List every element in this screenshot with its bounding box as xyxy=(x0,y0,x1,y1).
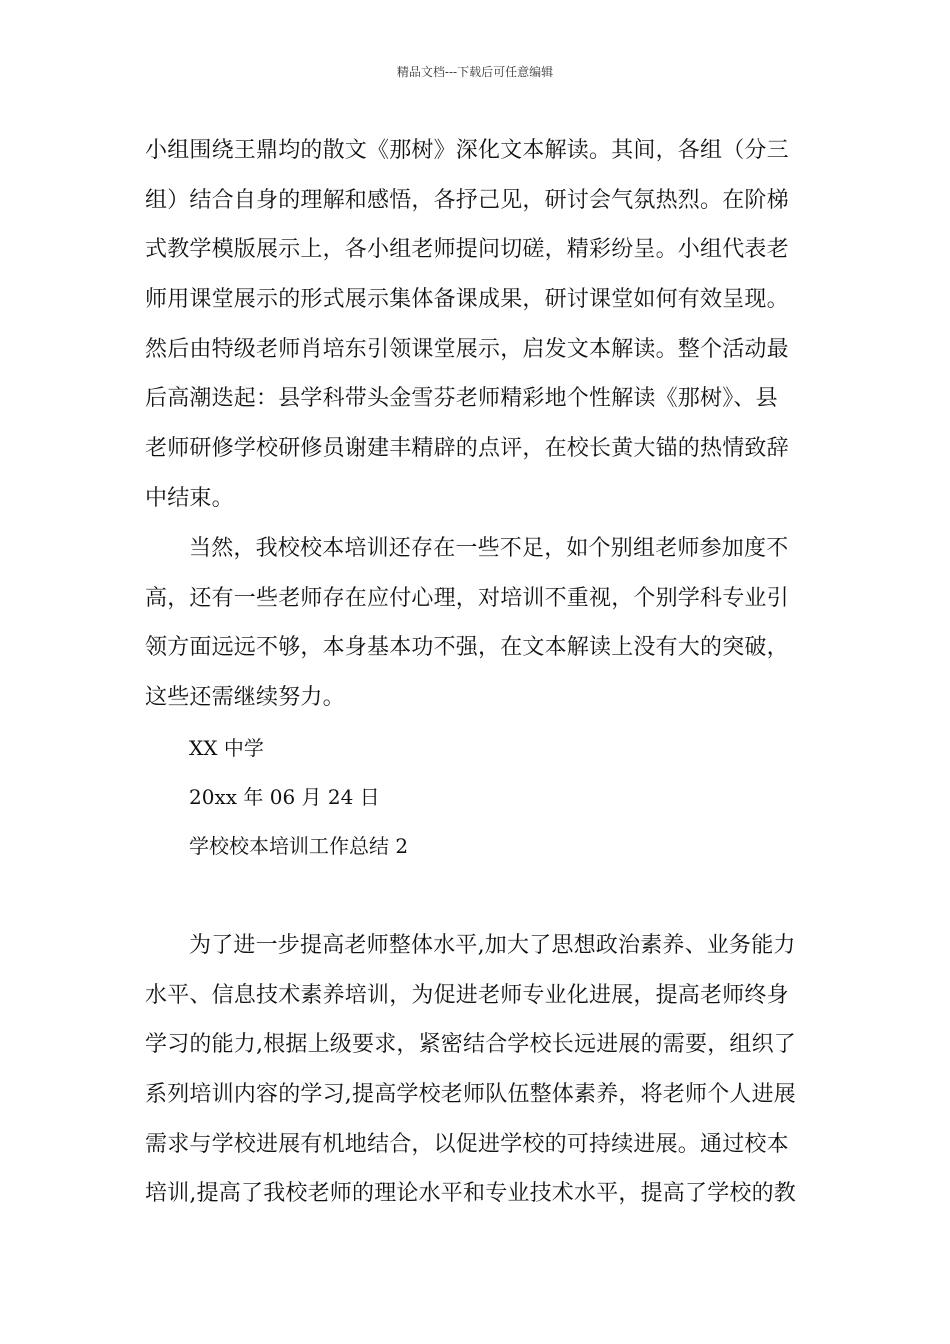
text-line: 高，还有一些老师存在应付心理，对培训不重视，个别学科专业引 xyxy=(145,585,789,611)
text-line: 后高潮迭起：县学科带头金雪芬老师精彩地个性解读《那树》、县 xyxy=(145,386,778,412)
section-title: 学校校本培训工作总结 2 xyxy=(189,834,409,858)
text-line: 式教学模版展示上，各小组老师提问切磋，精彩纷呈。小组代表老 xyxy=(145,237,789,263)
text-line: 为了进一步提高老师整体水平,加大了思想政治素养、业务能力 xyxy=(189,933,796,958)
text-line: 小组围绕王鼎均的散文《那树》深化文本解读。其间，各组（分三 xyxy=(145,138,789,163)
paragraph-activity-summary xyxy=(145,126,815,524)
text-line: 水平、信息技术素养培训，为促进老师专业化进展，提高老师终身 xyxy=(145,982,789,1008)
text-line: 老师研修学校研修员谢建丰精辟的点评，在校长黄大锚的热情致辞 xyxy=(145,436,789,462)
text-line: 当然，我校校本培训还存在一些不足，如个别组老师参加度不 xyxy=(189,536,789,561)
text-line: 培训,提高了我校老师的理论水平和专业技术水平，提高了学校的教 xyxy=(145,1181,796,1207)
text-line: 领方面远远不够，本身基本功不强，在文本解读上没有大的突破， xyxy=(145,635,789,661)
text-line: 需求与学校进展有机地结合，以促进学校的可持续进展。通过校本 xyxy=(145,1131,789,1157)
paragraph-training-intro xyxy=(145,921,815,1219)
text-line: 组）结合自身的理解和感悟，各抒己见，研讨会气氛热烈。在阶梯 xyxy=(145,187,789,213)
signature-date: 20xx 年 06 月 24 日 xyxy=(189,785,380,809)
text-line: 这些还需继续努力。 xyxy=(145,685,345,711)
text-line: 中结束。 xyxy=(145,485,234,511)
signature-school: XX 中学 xyxy=(189,736,264,760)
text-line: 系列培训内容的学习,提高学校老师队伍整体素养，将老师个人进展 xyxy=(145,1082,796,1108)
paragraph-shortcomings xyxy=(145,524,815,723)
text-line: 学习的能力,根据上级要求，紧密结合学校长远进展的需要，组织了 xyxy=(145,1032,796,1058)
text-line: 然后由特级老师肖培东引领课堂展示，启发文本解读。整个活动最 xyxy=(145,336,789,362)
page-header: 精品文档---下载后可任意编辑 xyxy=(396,65,554,79)
text-line: 师用课堂展示的形式展示集体备课成果，研讨课堂如何有效呈现。 xyxy=(145,287,789,313)
